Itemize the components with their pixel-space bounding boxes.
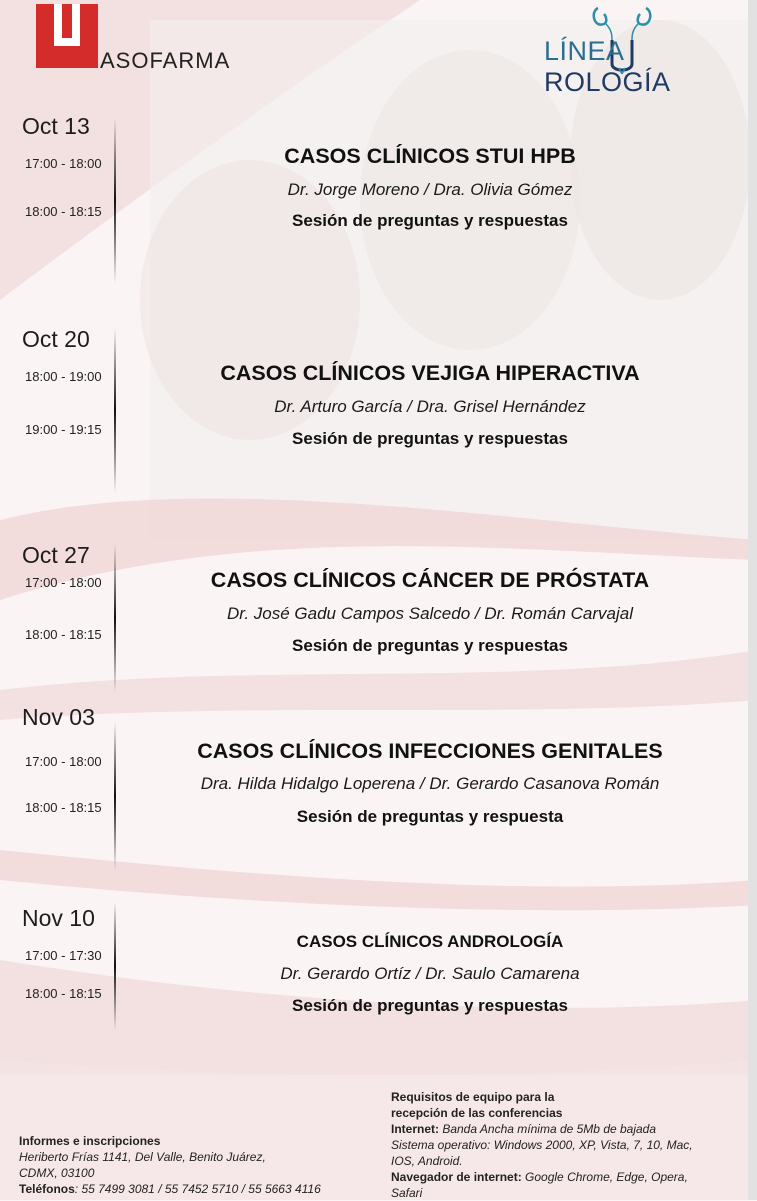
session-time-qa: 18:00 - 18:15 [25,627,102,642]
contact-heading: Informes e inscripciones [19,1134,161,1148]
session-time-qa: 19:00 - 19:15 [25,422,102,437]
browser-value: Google Chrome, Edge, Opera, [521,1170,688,1184]
session-title: CASOS CLÍNICOS INFECCIONES GENITALES [197,739,663,763]
equipment-requirements [391,1089,741,1201]
address-line-2: CDMX, 03100 [19,1166,95,1180]
timeline-divider [113,902,117,1030]
session-title: CASOS CLÍNICOS STUI HPB [284,144,576,168]
session-speakers: Dr. José Gadu Campos Salcedo / Dr. Román Carvajal [227,604,633,623]
phones-label: Teléfonos [19,1182,75,1196]
asofarma-logo-text: ASOFARMA [100,48,231,73]
timeline-divider [113,328,117,493]
browser-line [391,1169,741,1185]
urologia-word: ROLOGÍA [544,67,671,97]
os-line-2: IOS, Android. [391,1154,463,1168]
session-time-qa: 18:00 - 18:15 [25,204,102,219]
requirements-heading-2: recepción de las conferencias [391,1106,563,1120]
session-title: CASOS CLÍNICOS CÁNCER DE PRÓSTATA [210,568,650,592]
requirements-heading-1: Requisitos de equipo para la [391,1090,555,1104]
session-time-main: 18:00 - 19:00 [25,369,102,384]
asofarma-mark-icon [36,4,98,68]
session-speakers: Dra. Hilda Hidalgo Loperena / Dr. Gerardo Casanova Román [200,774,660,793]
os-line-1: Sistema operativo: Windows 2000, XP, Vista, 7, 10, Mac, [391,1138,693,1152]
session-date: Nov 10 [22,905,95,931]
session-date: Nov 03 [22,704,95,730]
session-title: CASOS CLÍNICOS VEJIGA HIPERACTIVA [220,361,640,385]
session-time-qa: 18:00 - 18:15 [25,800,102,815]
session-qa: Sesión de preguntas y respuestas [292,996,568,1015]
timeline-divider [113,118,117,283]
session-time-main: 17:00 - 18:00 [25,156,102,171]
session-speakers: Dr. Arturo García / Dra. Grisel Hernández [274,397,586,416]
asofarma-logo [36,4,246,74]
session-date: Oct 13 [22,113,90,139]
browser-label: Navegador de internet: [391,1170,522,1184]
contact-info [19,1133,369,1197]
session-date: Oct 27 [22,542,90,568]
session-title: CASOS CLÍNICOS ANDROLOGÍA [296,932,564,951]
session-speakers: Dr. Gerardo Ortíz / Dr. Saulo Camarena [280,964,580,983]
linea-urologia-logo [540,2,745,97]
session-speakers: Dr. Jorge Moreno / Dra. Olivia Gómez [287,180,573,199]
session-qa: Sesión de preguntas y respuestas [292,211,568,230]
internet-label: Internet: [391,1122,439,1136]
session-date: Oct 20 [22,326,90,352]
phones-value: : 55 7499 3081 / 55 7452 5710 / 55 5663 4116 [74,1182,321,1196]
linea-word: LÍNEA [544,36,625,66]
internet-value: Banda Ancha mínima de 5Mb de bajada [439,1122,657,1136]
session-qa: Sesión de preguntas y respuestas [292,636,568,655]
timeline-divider [113,544,117,692]
session-time-main: 17:00 - 17:30 [25,948,102,963]
session-time-main: 17:00 - 18:00 [25,754,102,769]
session-time-main: 17:00 - 18:00 [25,575,102,590]
session-qa: Sesión de preguntas y respuesta [296,807,564,826]
phones-line [19,1181,369,1197]
address-line-1: Heriberto Frías 1141, Del Valle, Benito Juárez, [19,1150,266,1164]
browser-line-2: Safari [391,1186,423,1200]
internet-line [391,1121,741,1137]
session-time-qa: 18:00 - 18:15 [25,986,102,1001]
timeline-divider [113,722,117,870]
session-qa: Sesión de preguntas y respuestas [292,429,568,448]
linea-urologia-text [544,36,745,98]
